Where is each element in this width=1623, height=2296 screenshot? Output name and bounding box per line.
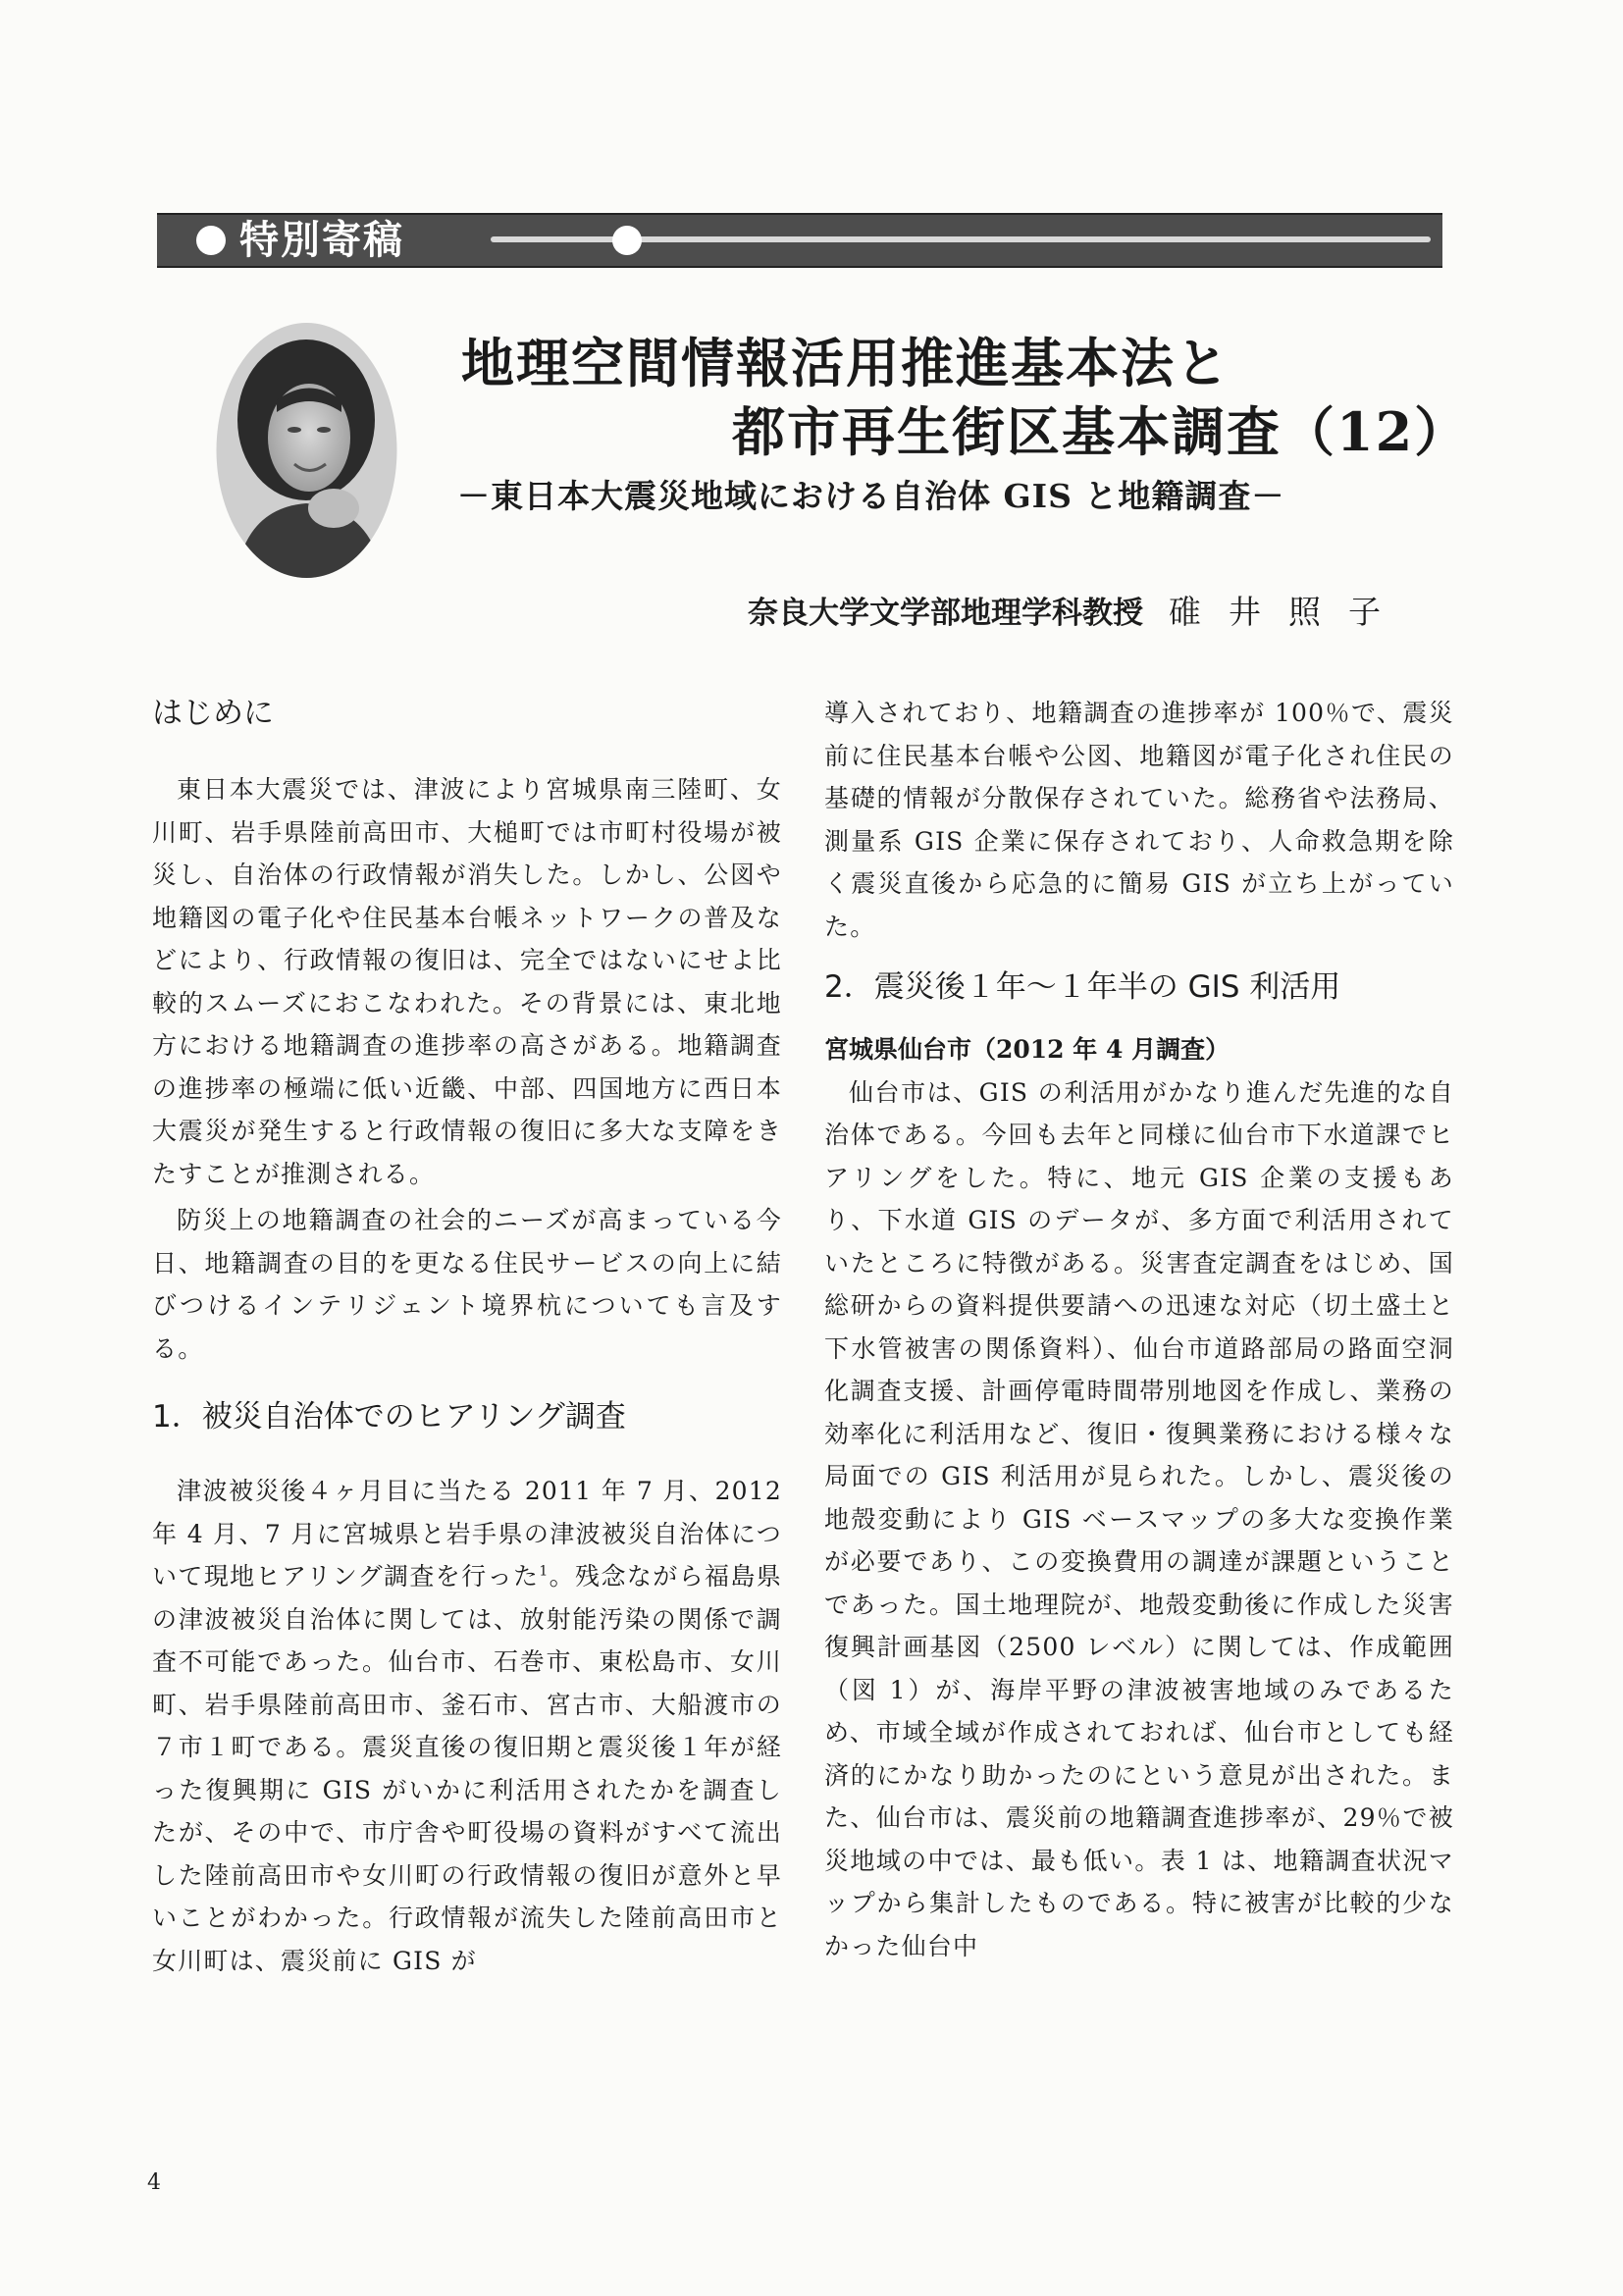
right-paragraph-1: 導入されており、地籍調査の進捗率が 100％で、震災前に住民基本台帳や公図、地籍図が電子化され住民の基礎的情報が分散保存されていた。総務省や法務局、測量系 GIS 企業に保存されており、人命救急期を除く震災直後から応急的に簡易 GIS が立ち上がっていた。	[824, 699, 1454, 941]
section-banner	[157, 213, 1442, 268]
section2-heading: 2．震災後１年～１年半の GIS 利活用	[824, 969, 1341, 1005]
article-title-line1: 地理空間情報活用推進基本法と	[461, 332, 1230, 394]
footnote-ref-1: 1	[539, 1563, 550, 1580]
author-photo	[216, 322, 397, 579]
section1-paragraph-1	[152, 1470, 782, 1982]
section1-heading: 1．被災自治体でのヒアリング調査	[152, 1399, 626, 1435]
section2-paragraph-1: 仙台市は、GIS の利活用がかなり進んだ先進的な自治体である。今回も去年と同様に仙台市下水道課でヒアリングをした。特に、地元 GIS 企業の支援もあり、下水道 GIS のデータが、多方面で利活用されていたところに特徴がある。災害査定調査をはじめ、国総研からの資料提供要請への迅速な対応（切土盛土と下水管被害の関係資料）、仙台市道路部局の路面空洞化調査支援、計画停電時間帯別地図を作成し、業務の効率化に利活用など、復旧・復興業務における様々な局面での GIS 利活用が見られた。しかし、震災後の地殻変動により GIS ベースマップの多大な変換作業が必要であり、この変換費用の調達が課題ということであった。国土地理院が、地殻変動後に作成した災害復興計画基図（2500 レベル）に関しては、作成範囲（図 1）が、海岸平野の津波被害地域のみであるため、市域全域が作成されておれば、仙台市としても経済的にかなり助かったのにという意見が出された。また、仙台市は、震災前の地籍調査進捗率が、29％で被災地域の中では、最も低い。表 1 は、地籍調査状況マップから集計したものである。特に被害が比較的少なかった仙台中	[824, 1077, 1454, 1960]
section1-text-a: 津波被災後４ヶ月目に当たる 2011 年 7 月、2012 年 4 月、7 月に宮城県と岩手県の津波被災自治体について現地ヒアリング調査を行った	[152, 1477, 782, 1591]
section2-subheading: 宮城県仙台市（2012 年 4 月調査）	[824, 1035, 1230, 1064]
intro-paragraph-1: 東日本大震災では、津波により宮城県南三陸町、女川町、岩手県陸前高田市、大槌町では市町村役場が被災し、自治体の行政情報が消失した。しかし、公図や地籍図の電子化や住民基本台帳ネットワークの普及などにより、行政情報の復旧は、完全ではないにせよ比較的スムーズにおこなわれた。その背景には、東北地方における地籍調査の進捗率の高さがある。地籍調査の進捗率の極端に低い近畿、中部、四国地方に西日本大震災が発生すると行政情報の復旧に多大な支障をきたすことが推測される。	[152, 775, 782, 1188]
right-column	[824, 692, 1454, 1967]
author-affiliation: 奈良大学文学部地理学科教授	[748, 596, 1143, 631]
author-line	[748, 587, 1408, 633]
page-number: 4	[147, 2170, 161, 2195]
intro-heading: はじめに	[152, 696, 274, 731]
left-column	[152, 692, 782, 1982]
article-subtitle: －東日本大震災地域における自治体 GIS と地籍調査－	[457, 477, 1285, 515]
article-title-line2: 都市再生街区基本調査（12）	[732, 400, 1470, 463]
banner-dot-left	[196, 226, 226, 255]
banner-label: 特別寄稿	[239, 218, 404, 263]
author-name: 碓井照子	[1169, 593, 1408, 631]
banner-dot-right	[612, 226, 642, 255]
intro-paragraph-2: 防災上の地籍調査の社会的ニーズが高まっている今日、地籍調査の目的を更なる住民サービスの向上に結びつけるインテリジェント境界杭についても言及する。	[152, 1206, 782, 1363]
section1-text-b: 。残念ながら福島県の津波被災自治体に関しては、放射能汚染の関係で調査不可能であった。仙台市、石巻市、東松島市、女川町、岩手県陸前高田市、釜石市、宮古市、大船渡市の７市１町である。震災直後の復旧期と震災後１年が経った復興期に GIS がいかに利活用されたかを調査したが、その中で、市庁舎や町役場の資料がすべて流出した陸前高田市や女川町の行政情報の復旧が意外と早いことがわかった。行政情報が流失した陸前高田市と女川町は、震災前に GIS が	[152, 1562, 782, 1975]
